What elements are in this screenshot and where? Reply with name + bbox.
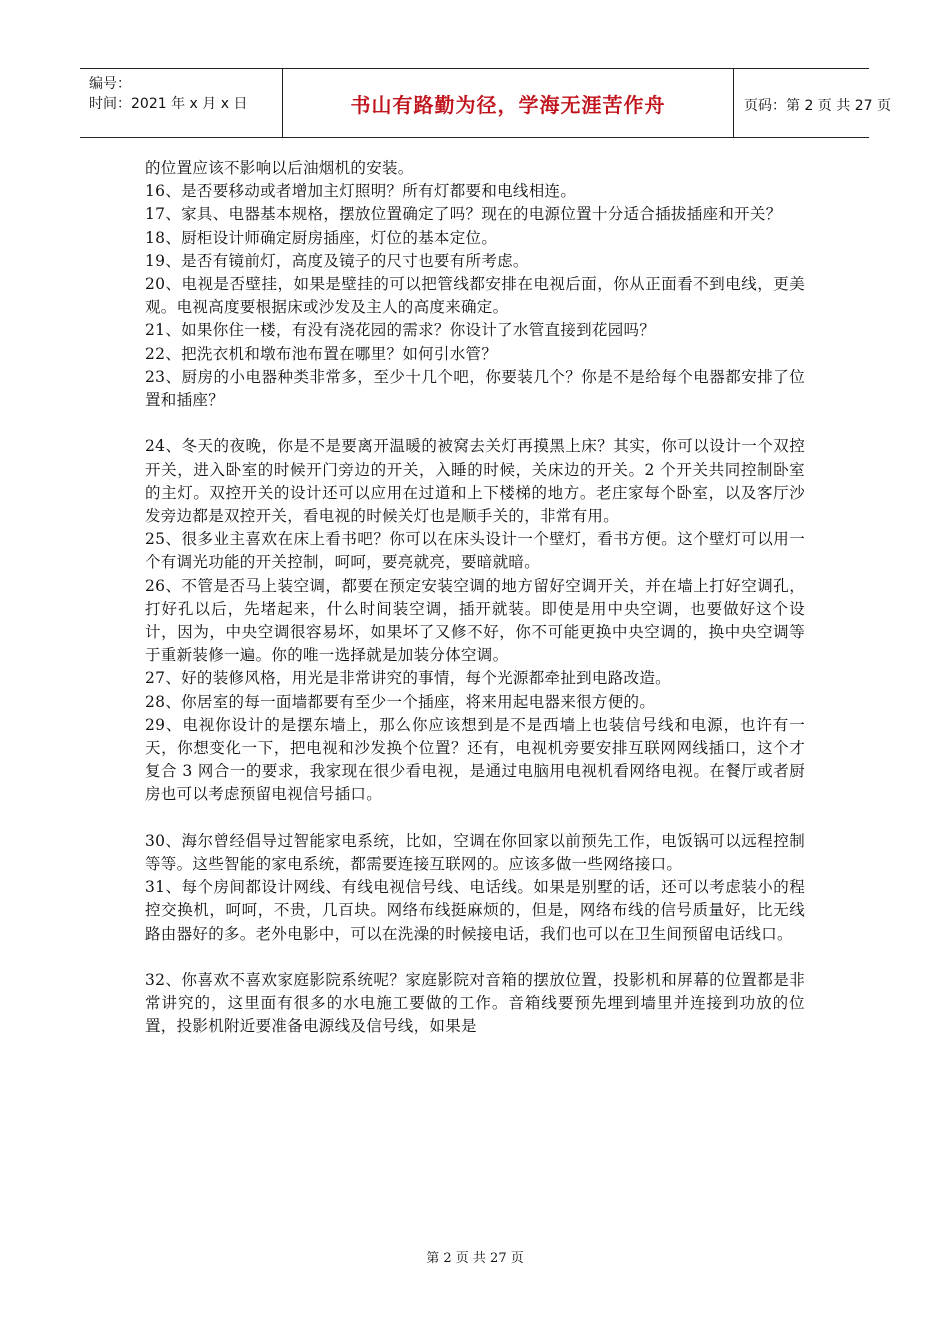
- document-body: [145, 157, 805, 1039]
- paragraph: 29、电视你设计的是摆东墙上，那么你应该想到是不是西墙上也装信号线和电源，也许有一天，你想变化一下，把电视和沙发换个位置？还有，电视机旁要安排互联网网线插口，这个才复合 3 网合一的要求，我家现在很少看电视，是通过电脑用电视机看网络电视。在餐厅或者厨房也可以考虑预留电视信号插口。: [145, 715, 805, 804]
- motto: 书山有路勤为径，学海无涯苦作舟: [350, 93, 666, 117]
- paragraph: 26、不管是否马上装空调，都要在预定安装空调的地方留好空调开关，并在墙上打好空调孔，打好孔以后，先堵起来，什么时间装空调，插开就装。即使是用中央空调，也要做好这个设计，因为，中央空调很容易坏，如果坏了又修不好，你不可能更换中央空调的，换中央空调等于重新装修一遍。你的唯一选择就是加装分体空调。: [145, 576, 805, 665]
- paragraph: 32、你喜欢不喜欢家庭影院系统呢？家庭影院对音箱的摆放位置，投影机和屏幕的位置都是非常讲究的，这里面有很多的水电施工要做的工作。音箱线要预先埋到墙里并连接到功放的位置，投影机附近要准备电源线及信号线，如果是: [145, 971, 805, 1036]
- paragraph: 28、你居室的每一面墙都要有至少一个插座，将来用起电器来很方便的。: [145, 692, 656, 711]
- paragraph: 31、每个房间都设计网线、有线电视信号线、电话线。如果是别墅的话，还可以考虑装小的程控交换机，呵呵，不贵，几百块。网络布线挺麻烦的，但是，网络布线的信号质量好，比无线路由器好的多。老外电影中，可以在洗澡的时候接电话，我们也可以在卫生间预留电话线口。: [145, 878, 805, 943]
- header-page-cell: [733, 69, 891, 137]
- paragraph: 24、冬天的夜晚，你是不是要离开温暖的被窝去关灯再摸黑上床？其实，你可以设计一个双控开关，进入卧室的时候开门旁边的开关，入睡的时候，关床边的开关。2 个开关共同控制卧室的主灯。双控开关的设计还可以应用在过道和上下楼梯的地方。老庄家每个卧室，以及客厅沙发旁边都是双控开关，看电视的时候关灯也是顺手关的，非常有用。: [145, 437, 805, 526]
- paragraph: 27、好的装修风格，用光是非常讲究的事情，每个光源都牵扯到电路改造。: [145, 669, 671, 688]
- paragraph: 25、很多业主喜欢在床上看书吧？你可以在床头设计一个壁灯，看书方便。这个壁灯可以用一个有调光功能的开关控制，呵呵，要亮就亮，要暗就暗。: [145, 530, 805, 572]
- header-motto-cell: [282, 69, 734, 137]
- paragraph: 16、是否要移动或者增加主灯照明？所有灯都要和电线相连。: [145, 182, 577, 201]
- date-line: 时间：2021 年 x 月 x 日: [89, 96, 248, 112]
- paragraph: 23、厨房的小电器种类非常多，至少十几个吧，你要装几个？你是不是给每个电器都安排了位置和插座？: [145, 367, 805, 410]
- header-meta-cell: [80, 69, 282, 137]
- paragraph: 18、厨柜设计师确定厨房插座，灯位的基本定位。: [145, 228, 498, 247]
- paragraph: 21、如果你住一楼，有没有浇花园的需求？你设计了水管直接到花园吗？: [145, 321, 656, 340]
- paragraph: 30、海尔曾经倡导过智能家电系统，比如，空调在你回家以前预先工作，电饭锅可以远程控制等等。这些智能的家电系统，都需要连接互联网的。应该多做一些网络接口。: [145, 831, 805, 874]
- page-footer: 第 2 页 共 27 页: [426, 1251, 524, 1266]
- paragraph: 22、把洗衣机和墩布池布置在哪里？如何引水管？: [145, 344, 498, 363]
- serial-label: 编号：: [89, 76, 131, 92]
- paragraph: 17、家具、电器基本规格，摆放位置确定了吗？现在的电源位置十分适合插拔插座和开关？: [145, 205, 782, 224]
- page-header: [80, 68, 891, 138]
- paragraph: 19、是否有镜前灯，高度及镜子的尺寸也要有所考虑。: [145, 251, 529, 270]
- paragraph: 20、电视是否壁挂，如果是壁挂的可以把管线都安排在电视后面，你从正面看不到电线，更美观。电视高度要根据床或沙发及主人的高度来确定。: [145, 275, 805, 317]
- page-code: 页码：第 2 页 共 27 页: [744, 98, 891, 114]
- paragraph: 的位置应该不影响以后油烟机的安装。: [145, 159, 414, 177]
